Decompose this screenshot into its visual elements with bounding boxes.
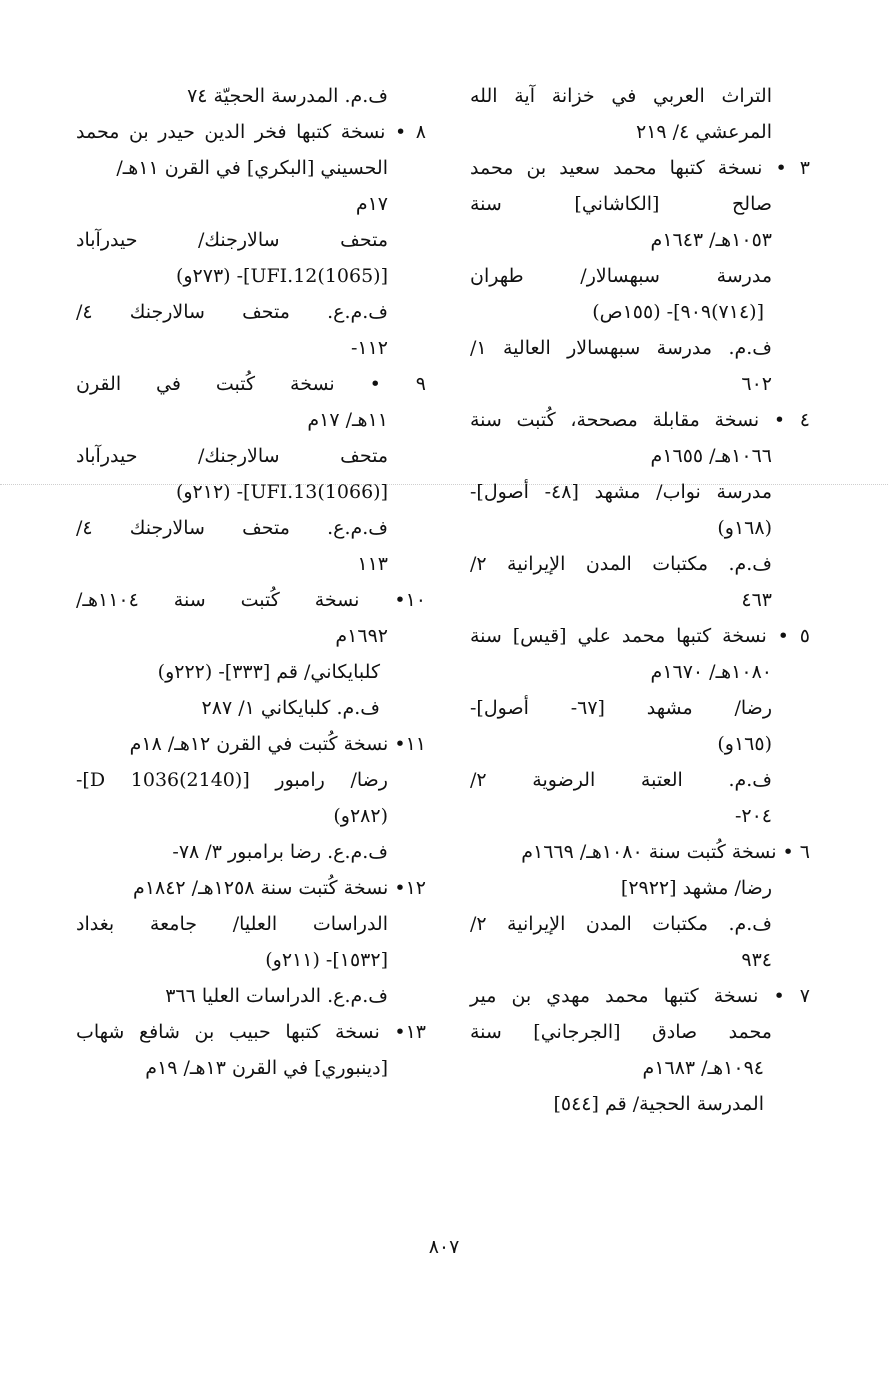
text-line: ف.م.ع. رضا برامبور ٣/ ٧٨- [172, 841, 388, 863]
text-line: المدرسة الحجية/ قم [٥٤٤] [553, 1093, 764, 1115]
text-line: (٢٨٢و) [333, 805, 388, 827]
text-line: ١١هـ/ ١٧م [307, 409, 388, 431]
text-line: ١٦٩٢م [335, 625, 388, 647]
text-line: ٩ • نسخة كُتبت في القرن [76, 373, 426, 395]
page-number: ٨٠٧ [428, 1236, 460, 1258]
text-line: ٤٦٣ [741, 589, 772, 611]
text-line: [(1065)UFI.12]- (٢٧٣و) [175, 265, 388, 287]
text-line: ١٠٦٦هـ/ ١٦٥٥م [650, 445, 772, 467]
text-line: [دينبوري] في القرن ١٣هـ/ ١٩م [145, 1057, 388, 1079]
text-line: ١٠٥٣هـ/ ١٦٤٣م [650, 229, 772, 251]
text-line: ١٠• نسخة كُتبت سنة ١١٠٤هـ/ [76, 589, 426, 611]
text-line: [(1066)UFI.13]- (٢١٢و) [175, 481, 388, 503]
text-line: صالح [الكاشاني] سنة [470, 193, 772, 215]
text-line: الحسيني [البكري] في القرن ١١هـ/ [116, 157, 388, 179]
text-line: ٦٠٢ [741, 373, 772, 395]
text-line: ١١٢- [350, 337, 388, 359]
left-column [76, 78, 426, 1086]
text-line: ف.م.ع. الدراسات العليا ٣٦٦ [165, 985, 388, 1007]
text-line: ٧ • نسخة كتبها محمد مهدي بن مير [470, 985, 810, 1007]
text-line: ١١• نسخة كُتبت في القرن ١٢هـ/ ١٨م [129, 733, 426, 755]
text-line: ٤ • نسخة مقابلة مصححة، كُتبت سنة [470, 409, 810, 431]
text-line: ف.م. العتبة الرضوية ٢/ [470, 769, 772, 791]
text-line: ف.م. مدرسة سبهسالار العالية ١/ [470, 337, 772, 359]
text-line: ٥ • نسخة كتبها محمد علي [قيس] سنة [470, 625, 810, 647]
text-line: ١٣• نسخة كتبها حبيب بن شافع شهاب [76, 1021, 426, 1043]
text-line: ف.م.ع. متحف سالارجنك ٤/ [76, 301, 388, 323]
text-line: ١١٣ [357, 553, 388, 575]
text-line: ١٢• نسخة كُتبت سنة ١٢٥٨هـ/ ١٨٤٢م [133, 877, 426, 899]
text-line: [(٧١٤)٩٠٩]- (١٥٥ص) [592, 301, 764, 323]
text-line: التراث العربي في خزانة آية الله [470, 85, 772, 107]
text-line: ٢٠٤- [734, 805, 772, 827]
text-line: ٩٣٤ [741, 949, 772, 971]
text-line: متحف سالارجنك/ حيدرآباد [76, 229, 388, 251]
text-line: رضا/ رامبور [D 1036(2140)]- [76, 769, 388, 791]
right-column [470, 78, 810, 1122]
text-line: ١٧م [355, 193, 388, 215]
text-line: مدرسة سبهسالار/ طهران [470, 265, 772, 287]
text-line: ٣ • نسخة كتبها محمد سعيد بن محمد [470, 157, 810, 179]
text-line: [١٥٣٢]- (٢١١و) [265, 949, 388, 971]
text-line: ف.م.ع. متحف سالارجنك ٤/ [76, 517, 388, 539]
text-line: ٦ • نسخة كُتبت سنة ١٠٨٠هـ/ ١٦٦٩م [521, 841, 810, 863]
text-line: كلبايكاني/ قم [٣٣٣]- (٢٢٢و) [157, 661, 380, 683]
text-line: ف.م. مكتبات المدن الإيرانية ٢/ [470, 553, 772, 575]
text-line: ف.م. المدرسة الحجيّة ٧٤ [187, 85, 388, 107]
text-line: مدرسة نواب/ مشهد [٤٨- أصول]- [470, 481, 772, 503]
text-line: ١٠٩٤هـ/ ١٦٨٣م [642, 1057, 764, 1079]
text-line: ف.م. كلبايكاني ١/ ٢٨٧ [201, 697, 380, 719]
text-line: (١٦٥و) [717, 733, 772, 755]
text-line: ٨ • نسخة كتبها فخر الدين حيدر بن محمد [76, 121, 426, 143]
text-line: الدراسات العليا/ جامعة بغداد [76, 913, 388, 935]
text-line: رضا/ مشهد [٢٩٢٢] [620, 877, 772, 899]
text-line: ١٠٨٠هـ/ ١٦٧٠م [650, 661, 772, 683]
text-line: محمد صادق [الجرجاني] سنة [470, 1021, 772, 1043]
text-line: متحف سالارجنك/ حيدرآباد [76, 445, 388, 467]
text-line: المرعشي ٤/ ٢١٩ [636, 121, 772, 143]
text-line: ف.م. مكتبات المدن الإيرانية ٢/ [470, 913, 772, 935]
text-line: (١٦٨و) [717, 517, 772, 539]
text-line: رضا/ مشهد [٦٧- أصول]- [470, 697, 772, 719]
